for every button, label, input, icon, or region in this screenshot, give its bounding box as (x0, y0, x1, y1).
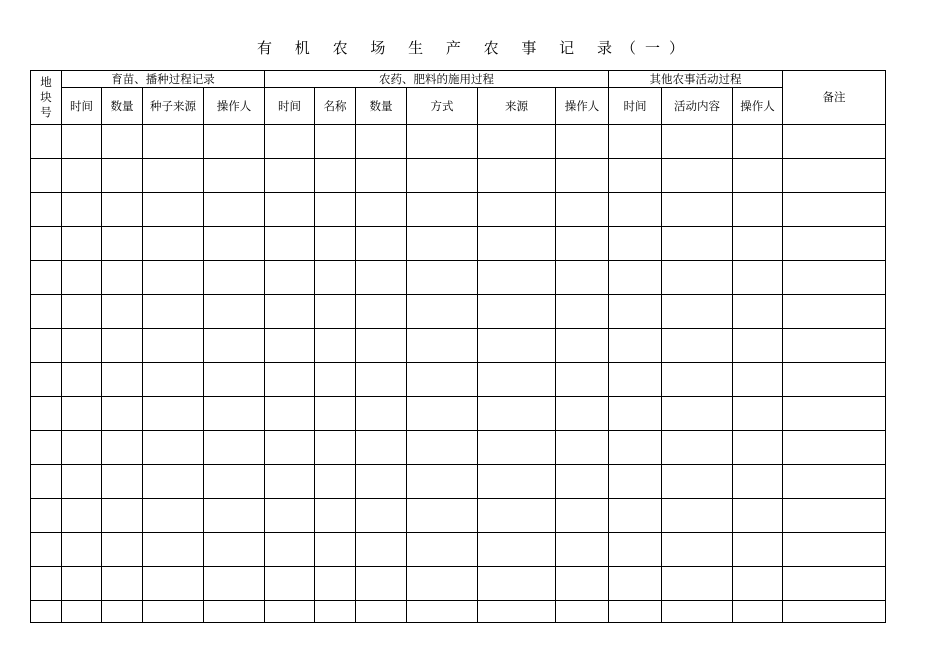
table-cell[interactable] (556, 397, 609, 431)
group-header-seeding: 育苗、播种过程记录 (62, 71, 265, 88)
table-cell[interactable] (62, 329, 102, 363)
table-cell[interactable] (102, 227, 143, 261)
table-cell[interactable] (556, 125, 609, 159)
table-cell[interactable] (204, 159, 265, 193)
table-cell[interactable] (609, 193, 662, 227)
table-cell[interactable] (609, 363, 662, 397)
table-cell[interactable] (609, 227, 662, 261)
table-cell[interactable] (356, 295, 407, 329)
table-cell[interactable] (62, 397, 102, 431)
plot-number-char: 号 (40, 105, 52, 119)
table-cell[interactable] (204, 499, 265, 533)
column-header-seed-source: 种子来源 (143, 88, 204, 125)
table-cell[interactable] (662, 601, 733, 623)
table-cell[interactable] (315, 227, 356, 261)
table-cell[interactable] (662, 295, 733, 329)
table-cell[interactable] (662, 193, 733, 227)
table-cell[interactable] (662, 159, 733, 193)
table-cell[interactable] (143, 193, 204, 227)
table-cell[interactable] (783, 499, 886, 533)
table-cell[interactable] (204, 125, 265, 159)
table-cell[interactable] (733, 533, 783, 567)
table-cell[interactable] (733, 159, 783, 193)
table-cell[interactable] (783, 567, 886, 601)
table-cell[interactable] (143, 329, 204, 363)
table-cell[interactable] (556, 159, 609, 193)
table-cell[interactable] (556, 329, 609, 363)
table-cell[interactable] (204, 227, 265, 261)
table-row (31, 465, 886, 499)
table-cell[interactable] (407, 125, 478, 159)
table-cell[interactable] (31, 533, 62, 567)
table-row (31, 125, 886, 159)
table-cell[interactable] (204, 431, 265, 465)
table-cell[interactable] (662, 567, 733, 601)
table-cell[interactable] (204, 329, 265, 363)
table-cell[interactable] (609, 159, 662, 193)
table-cell[interactable] (733, 567, 783, 601)
table-cell[interactable] (143, 533, 204, 567)
table-row (31, 159, 886, 193)
table-cell[interactable] (556, 465, 609, 499)
table-cell[interactable] (62, 227, 102, 261)
table-row (31, 499, 886, 533)
table-cell[interactable] (315, 329, 356, 363)
table-cell[interactable] (143, 159, 204, 193)
table-cell[interactable] (733, 193, 783, 227)
table-cell[interactable] (356, 601, 407, 623)
table-cell[interactable] (407, 533, 478, 567)
table-cell[interactable] (478, 159, 556, 193)
table-cell[interactable] (204, 533, 265, 567)
table-cell[interactable] (783, 125, 886, 159)
column-header-seeding-time: 时间 (62, 88, 102, 125)
table-cell[interactable] (556, 295, 609, 329)
table-cell[interactable] (783, 397, 886, 431)
column-header-seeding-operator: 操作人 (204, 88, 265, 125)
table-cell[interactable] (62, 567, 102, 601)
table-row (31, 227, 886, 261)
table-cell[interactable] (102, 397, 143, 431)
table-cell[interactable] (356, 431, 407, 465)
table-cell[interactable] (62, 533, 102, 567)
table-cell[interactable] (783, 227, 886, 261)
column-header-activity-time: 时间 (609, 88, 662, 125)
table-cell[interactable] (31, 261, 62, 295)
table-cell[interactable] (143, 295, 204, 329)
table-cell[interactable] (609, 499, 662, 533)
table-cell[interactable] (31, 329, 62, 363)
table-cell[interactable] (62, 499, 102, 533)
table-cell[interactable] (102, 499, 143, 533)
table-cell[interactable] (265, 295, 315, 329)
table-cell[interactable] (204, 261, 265, 295)
table-cell[interactable] (102, 533, 143, 567)
table-cell[interactable] (102, 465, 143, 499)
table-cell[interactable] (609, 329, 662, 363)
table-cell[interactable] (783, 533, 886, 567)
table-cell[interactable] (315, 601, 356, 623)
table-cell[interactable] (662, 363, 733, 397)
plot-number-char: 地 (40, 75, 52, 89)
table-cell[interactable] (315, 159, 356, 193)
table-cell[interactable] (783, 261, 886, 295)
table-cell[interactable] (783, 295, 886, 329)
table-cell[interactable] (31, 465, 62, 499)
table-cell[interactable] (356, 465, 407, 499)
table-cell[interactable] (783, 601, 886, 623)
column-header-activity-content: 活动内容 (662, 88, 733, 125)
table-cell[interactable] (478, 125, 556, 159)
table-cell[interactable] (662, 329, 733, 363)
table-cell[interactable] (31, 363, 62, 397)
table-cell[interactable] (31, 601, 62, 623)
table-cell[interactable] (783, 363, 886, 397)
table-cell[interactable] (315, 295, 356, 329)
table-cell[interactable] (143, 567, 204, 601)
table-cell[interactable] (609, 125, 662, 159)
table-cell[interactable] (407, 193, 478, 227)
table-cell[interactable] (733, 261, 783, 295)
table-cell[interactable] (407, 329, 478, 363)
table-cell[interactable] (265, 261, 315, 295)
table-cell[interactable] (31, 431, 62, 465)
table-cell[interactable] (315, 397, 356, 431)
table-cell[interactable] (662, 499, 733, 533)
group-header-pesticide-fertilizer: 农药、肥料的施用过程 (265, 71, 609, 88)
table-cell[interactable] (315, 261, 356, 295)
header-row-groups (31, 71, 886, 88)
table-cell[interactable] (733, 329, 783, 363)
table-cell[interactable] (733, 125, 783, 159)
table-cell[interactable] (265, 601, 315, 623)
table-cell[interactable] (478, 499, 556, 533)
table-cell[interactable] (662, 227, 733, 261)
table-cell[interactable] (315, 465, 356, 499)
group-header-other-activities: 其他农事活动过程 (609, 71, 783, 88)
table-cell[interactable] (478, 227, 556, 261)
table-cell[interactable] (204, 397, 265, 431)
table-cell[interactable] (356, 261, 407, 295)
table-cell[interactable] (204, 465, 265, 499)
table-cell[interactable] (556, 193, 609, 227)
table-cell[interactable] (265, 159, 315, 193)
table-cell[interactable] (609, 601, 662, 623)
table-cell[interactable] (478, 601, 556, 623)
table-cell[interactable] (783, 193, 886, 227)
table-cell[interactable] (407, 261, 478, 295)
table-cell[interactable] (609, 295, 662, 329)
table-cell[interactable] (733, 601, 783, 623)
table-cell[interactable] (143, 125, 204, 159)
table-cell[interactable] (31, 159, 62, 193)
table-row (31, 363, 886, 397)
table-cell[interactable] (662, 125, 733, 159)
table-cell[interactable] (265, 397, 315, 431)
table-cell[interactable] (407, 567, 478, 601)
column-header-application-quantity: 数量 (356, 88, 407, 125)
table-row (31, 397, 886, 431)
table-row (31, 261, 886, 295)
table-cell[interactable] (783, 431, 886, 465)
table-cell[interactable] (102, 431, 143, 465)
page-title: 有 机 农 场 生 产 农 事 记 录（一） (257, 39, 693, 57)
table-cell[interactable] (662, 261, 733, 295)
table-cell[interactable] (62, 363, 102, 397)
column-header-application-source: 来源 (478, 88, 556, 125)
table-cell[interactable] (556, 499, 609, 533)
table-cell[interactable] (356, 125, 407, 159)
table-cell[interactable] (407, 295, 478, 329)
table-cell[interactable] (556, 601, 609, 623)
table-cell[interactable] (143, 261, 204, 295)
table-cell[interactable] (733, 363, 783, 397)
table-cell[interactable] (265, 329, 315, 363)
table-row (31, 295, 886, 329)
table-cell[interactable] (356, 397, 407, 431)
table-cell[interactable] (204, 567, 265, 601)
table-cell[interactable] (478, 397, 556, 431)
column-header-activity-operator: 操作人 (733, 88, 783, 125)
table-cell[interactable] (315, 193, 356, 227)
table-cell[interactable] (265, 499, 315, 533)
table-cell[interactable] (62, 261, 102, 295)
table-cell[interactable] (143, 601, 204, 623)
remarks-header: 备注 (783, 71, 886, 125)
table-cell[interactable] (609, 397, 662, 431)
table-cell[interactable] (478, 465, 556, 499)
table-cell[interactable] (143, 363, 204, 397)
table-cell[interactable] (102, 261, 143, 295)
table-cell[interactable] (265, 125, 315, 159)
table-cell[interactable] (143, 227, 204, 261)
table-cell[interactable] (662, 465, 733, 499)
column-header-seeding-quantity: 数量 (102, 88, 143, 125)
table-cell[interactable] (478, 261, 556, 295)
table-cell[interactable] (31, 125, 62, 159)
table-cell[interactable] (143, 499, 204, 533)
table-cell[interactable] (356, 227, 407, 261)
table-cell[interactable] (265, 465, 315, 499)
table-cell[interactable] (265, 227, 315, 261)
table-cell[interactable] (62, 193, 102, 227)
plot-number-header (31, 71, 62, 125)
table-cell[interactable] (733, 431, 783, 465)
table-cell[interactable] (356, 567, 407, 601)
table-cell[interactable] (62, 601, 102, 623)
table-cell[interactable] (62, 125, 102, 159)
table-cell[interactable] (143, 397, 204, 431)
column-header-application-operator: 操作人 (556, 88, 609, 125)
table-cell[interactable] (315, 431, 356, 465)
table-cell[interactable] (204, 193, 265, 227)
table-cell[interactable] (102, 193, 143, 227)
table-row (31, 533, 886, 567)
table-cell[interactable] (31, 227, 62, 261)
column-header-application-time: 时间 (265, 88, 315, 125)
table-cell[interactable] (315, 533, 356, 567)
table-cell[interactable] (478, 567, 556, 601)
table-cell[interactable] (609, 567, 662, 601)
table-cell[interactable] (556, 363, 609, 397)
table-cell[interactable] (356, 499, 407, 533)
table-cell[interactable] (478, 329, 556, 363)
table-cell[interactable] (315, 567, 356, 601)
table-cell[interactable] (407, 499, 478, 533)
table-cell[interactable] (783, 329, 886, 363)
table-cell[interactable] (733, 227, 783, 261)
table-cell[interactable] (143, 431, 204, 465)
table-cell[interactable] (31, 499, 62, 533)
table-cell[interactable] (407, 227, 478, 261)
table-cell[interactable] (356, 159, 407, 193)
table-cell[interactable] (407, 159, 478, 193)
table-row (31, 601, 886, 623)
table-cell[interactable] (31, 397, 62, 431)
table-cell[interactable] (31, 193, 62, 227)
table-cell[interactable] (478, 431, 556, 465)
table-cell[interactable] (733, 499, 783, 533)
table-cell[interactable] (102, 567, 143, 601)
plot-number-char: 块 (40, 90, 52, 104)
table-cell[interactable] (609, 261, 662, 295)
table-row (31, 431, 886, 465)
table-cell[interactable] (265, 193, 315, 227)
table-cell[interactable] (102, 125, 143, 159)
table-cell[interactable] (204, 295, 265, 329)
table-cell[interactable] (204, 601, 265, 623)
table-cell[interactable] (407, 431, 478, 465)
table-cell[interactable] (102, 295, 143, 329)
table-cell[interactable] (62, 465, 102, 499)
farm-record-table (30, 70, 886, 623)
table-cell[interactable] (662, 397, 733, 431)
table-cell[interactable] (102, 329, 143, 363)
table-cell[interactable] (733, 397, 783, 431)
table-cell[interactable] (356, 533, 407, 567)
table-cell[interactable] (356, 329, 407, 363)
table-cell[interactable] (478, 193, 556, 227)
table-cell[interactable] (609, 431, 662, 465)
table-cell[interactable] (265, 567, 315, 601)
table-cell[interactable] (265, 533, 315, 567)
table-cell[interactable] (733, 295, 783, 329)
table-cell[interactable] (315, 363, 356, 397)
table-cell[interactable] (609, 465, 662, 499)
table-cell[interactable] (407, 397, 478, 431)
table-cell[interactable] (556, 227, 609, 261)
table-cell[interactable] (315, 125, 356, 159)
table-cell[interactable] (102, 363, 143, 397)
column-header-application-method: 方式 (407, 88, 478, 125)
table-cell[interactable] (662, 533, 733, 567)
table-row (31, 567, 886, 601)
table-cell[interactable] (143, 465, 204, 499)
table-row (31, 329, 886, 363)
table-cell[interactable] (315, 499, 356, 533)
table-cell[interactable] (783, 159, 886, 193)
table-cell[interactable] (556, 431, 609, 465)
table-cell[interactable] (62, 431, 102, 465)
table-cell[interactable] (407, 363, 478, 397)
table-cell[interactable] (265, 431, 315, 465)
table-cell[interactable] (62, 159, 102, 193)
table-cell[interactable] (609, 533, 662, 567)
table-cell[interactable] (62, 295, 102, 329)
table-cell[interactable] (356, 193, 407, 227)
table-cell[interactable] (478, 363, 556, 397)
table-cell[interactable] (265, 363, 315, 397)
table-cell[interactable] (733, 465, 783, 499)
table-cell[interactable] (31, 295, 62, 329)
table-cell[interactable] (556, 567, 609, 601)
table-cell[interactable] (102, 601, 143, 623)
table-cell[interactable] (102, 159, 143, 193)
table-cell[interactable] (478, 533, 556, 567)
table-cell[interactable] (407, 465, 478, 499)
table-cell[interactable] (204, 363, 265, 397)
table-cell[interactable] (556, 533, 609, 567)
table-cell[interactable] (662, 431, 733, 465)
table-cell[interactable] (31, 567, 62, 601)
table-cell[interactable] (556, 261, 609, 295)
table-cell[interactable] (356, 363, 407, 397)
table-cell[interactable] (478, 295, 556, 329)
table-row (31, 193, 886, 227)
table-cell[interactable] (783, 465, 886, 499)
table-cell[interactable] (407, 601, 478, 623)
header-row-columns (31, 88, 886, 125)
column-header-application-name: 名称 (315, 88, 356, 125)
